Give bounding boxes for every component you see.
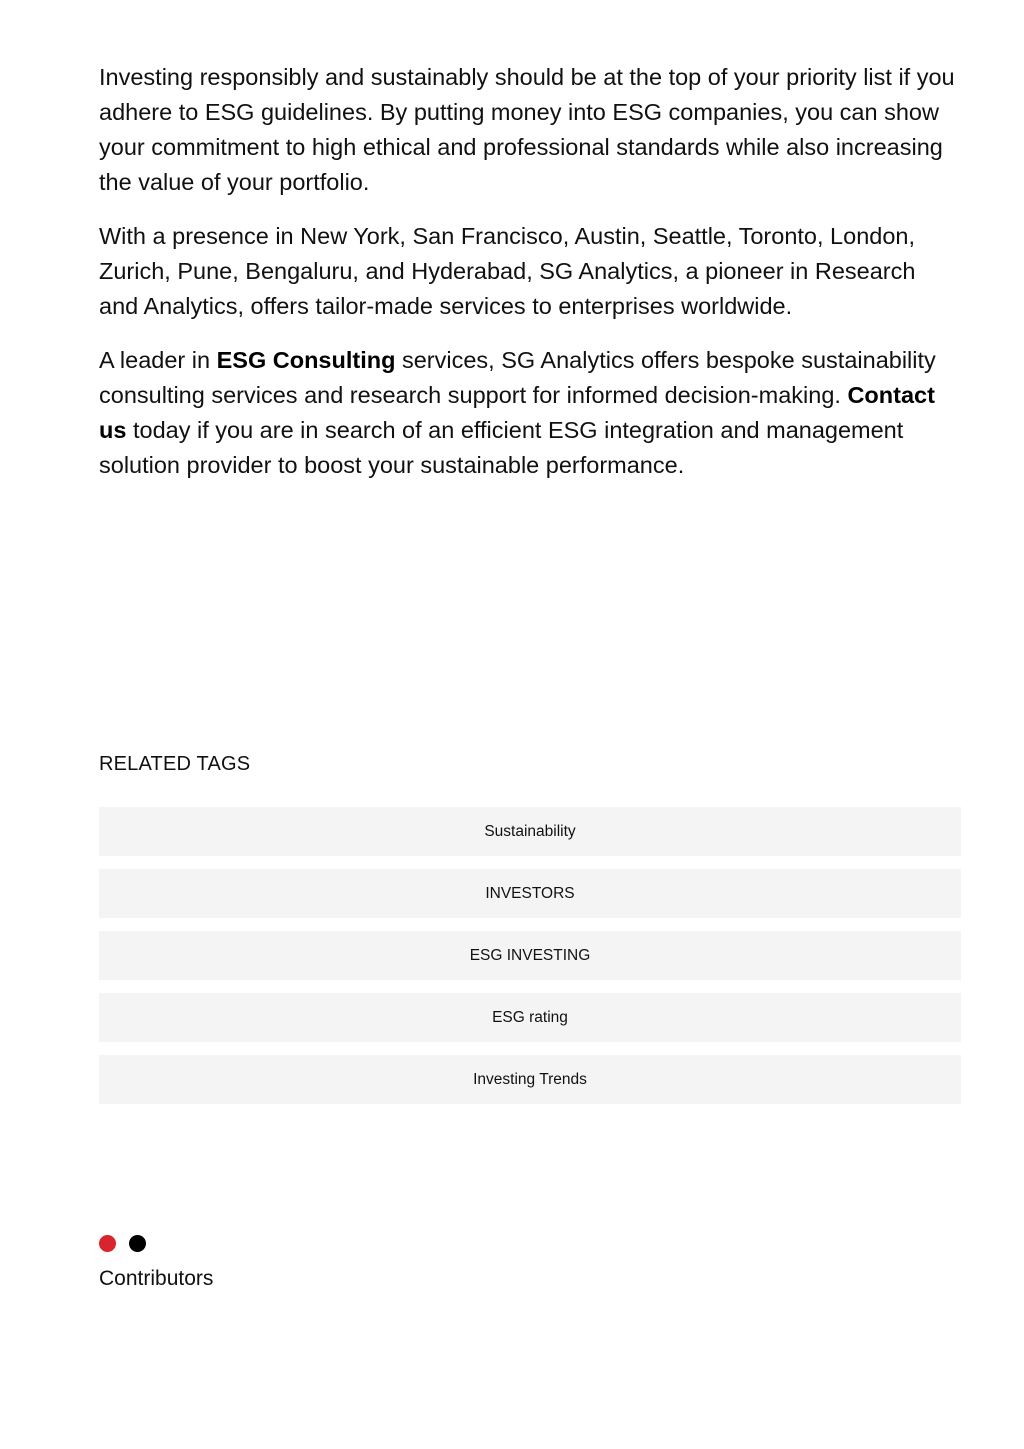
tag-esg-investing[interactable]: ESG INVESTING bbox=[99, 931, 961, 980]
esg-consulting-link[interactable]: ESG Consulting bbox=[216, 347, 396, 373]
paragraph-text-tail: today if you are in search of an efficient ESG integration and management solution provider to boost your sustainable performance. bbox=[99, 417, 904, 478]
contributors-decoration bbox=[99, 1233, 213, 1253]
related-tags-heading: RELATED TAGS bbox=[99, 753, 251, 775]
paragraph-esg-consulting bbox=[99, 343, 961, 483]
tag-sustainability[interactable]: Sustainability bbox=[99, 807, 961, 856]
red-dot-icon bbox=[99, 1235, 116, 1252]
contributors-section bbox=[99, 1233, 213, 1293]
related-tags-section bbox=[99, 751, 961, 1104]
contributors-heading: Contributors bbox=[99, 1267, 214, 1290]
paragraph-text-mid: services, SG Analytics offers bespoke sustainability consulting services and research support for informed decision-making. bbox=[99, 347, 936, 408]
tag-investing-trends[interactable]: Investing Trends bbox=[99, 1055, 961, 1104]
paragraph-text-lead: A leader in bbox=[99, 347, 217, 373]
black-dot-icon bbox=[129, 1235, 146, 1252]
article-body bbox=[99, 60, 961, 502]
paragraph-responsible-investing: Investing responsibly and sustainably should be at the top of your priority list if you adhere to ESG guidelines. By putting money into ESG companies, you can show your commitment to high ethical and professional standards while also increasing the value of your portfolio. bbox=[99, 64, 955, 195]
contact-us-link[interactable]: Contact us bbox=[99, 382, 935, 443]
paragraph-company-presence: With a presence in New York, San Francisco, Austin, Seattle, Toronto, London, Zurich, Pune, Bengaluru, and Hyderabad, SG Analytics, a pioneer in Research and Analytics, offers tailor-made services to enterprises worldwide. bbox=[99, 223, 916, 319]
tag-esg-rating[interactable]: ESG rating bbox=[99, 993, 961, 1042]
tag-investors[interactable]: INVESTORS bbox=[99, 869, 961, 918]
tag-list bbox=[99, 807, 961, 1104]
